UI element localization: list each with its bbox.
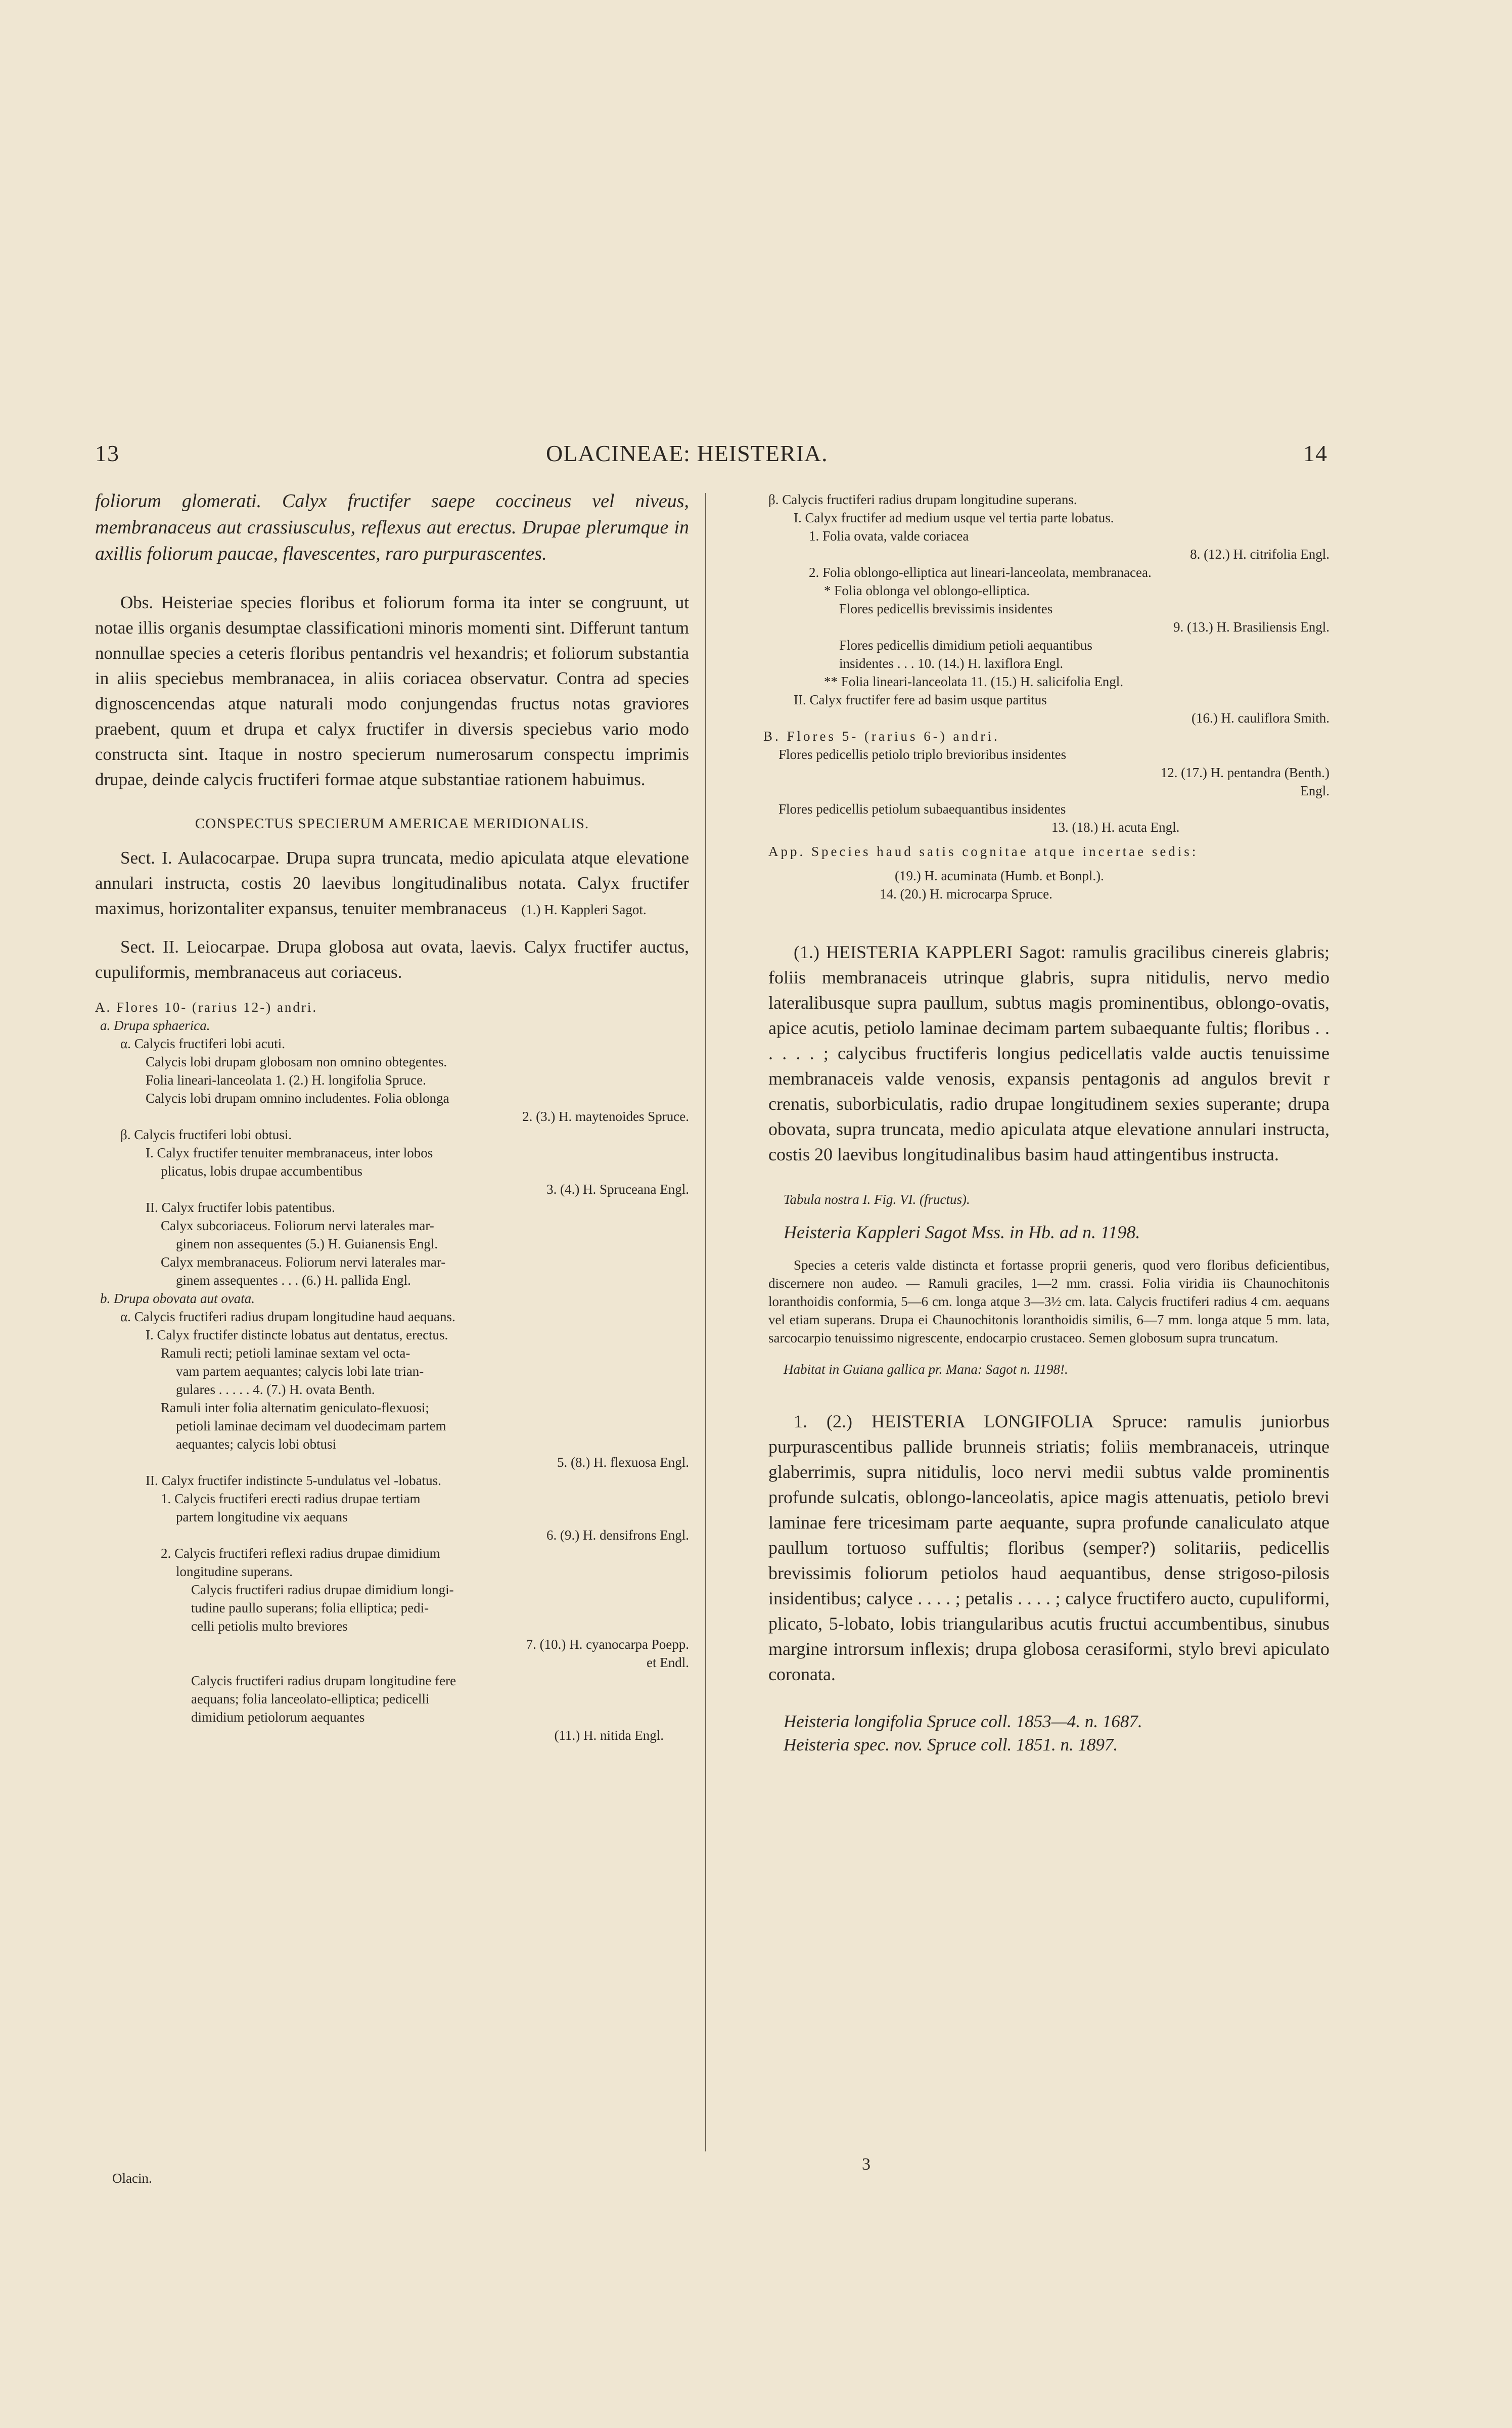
longifolia-description: 1. (2.) HEISTERIA LONGIFOLIA Spruce: ramulis juniorbus purpurascentibus pallide brunneis striatis; foliis membranaceis, utrinque glaberrimis, supra nitidulis, loco nervi medii subtus valde prominentis profunde sulcatis, oblongo-lanceolatis, apice magis attenuatis, petiolo brevi laminae fere tricesimam parte aequante, supra profunde canaliculato atque paullum tortuoso suffultis; floribus (semper?) solitariis, pedicellis brevissimis foliorum petiolos haud aequantibus, dense strigoso-pilosis insidentibus; calyce . . . . ; petalis . . . . ; calyce fructifero aucto, cupuliformi, plicato, 5-lobato, lobis triangularibus acutis fructui accumbentibus, sinubus margine introrsum inflexis; drupa globosa cerasiformi, stylo brevi apiculato coronata. <box>768 1411 1330 1684</box>
key-line: I. Calyx fructifer tenuiter membranaceus, inter lobos <box>146 1145 433 1160</box>
kappleri-habitat: Habitat in Guiana gallica pr. Mana: Sagot n. 1198!. <box>784 1362 1068 1377</box>
key-line: Flores pedicellis petiolum subaequantibus insidentes <box>778 801 1066 817</box>
key-line: Ramuli inter folia alternatim geniculato-flexuosi; <box>161 1400 429 1415</box>
right-key <box>763 490 1330 903</box>
key-line: Flores pedicellis dimidium petioli aequantibus <box>839 638 1092 653</box>
key-line: (16.) H. cauliflora Smith. <box>1192 710 1330 726</box>
key-line: partem longitudine vix aequans <box>176 1509 348 1524</box>
key-line: et Endl. <box>647 1655 689 1670</box>
key-line: ginem non assequentes (5.) H. Guianensis Engl. <box>176 1236 438 1251</box>
key-line: dimidium petiolorum aequantes <box>191 1710 365 1725</box>
key-line: II. Calyx fructifer fere ad basim usque partitus <box>794 692 1047 707</box>
key-line: Calycis fructiferi radius drupam longitudine fere <box>191 1673 456 1688</box>
key-line: β. Calycis fructiferi radius drupam longitudine superans. <box>768 492 1077 507</box>
sect1-paragraph: Sect. I. Aulacocarpae. Drupa supra truncata, medio apiculata atque elevatione annulari instructa, costis 20 laevibus longitudinalibus notata. Calyx fructifer maximus, horizontaliter expansus, tenuiter membranaceus (1.) H. Kappleri Sagot. <box>95 848 689 918</box>
key-line: plicatus, lobis drupae accumbentibus <box>161 1163 362 1179</box>
key-line: Calyx membranaceus. Foliorum nervi laterales mar- <box>161 1254 446 1270</box>
key-line: vam partem aequantes; calycis lobi late trian- <box>176 1364 424 1379</box>
key-line: II. Calyx fructifer indistincte 5-undulatus vel -lobatus. <box>146 1473 441 1488</box>
key-line: 12. (17.) H. pentandra (Benth.) <box>1160 765 1330 780</box>
key-line: I. Calyx fructifer ad medium usque vel tertia parte lobatus. <box>794 510 1114 525</box>
key-line: Calycis lobi drupam globosam non omnino obtegentes. <box>146 1054 447 1069</box>
key-line: 1. Calycis fructiferi erecti radius drupae tertiam <box>161 1491 421 1506</box>
left-key <box>95 998 689 1744</box>
key-line: b. Drupa obovata aut ovata. <box>100 1291 255 1306</box>
key-line: Flores pedicellis petiolo triplo brevioribus insidentes <box>778 747 1067 762</box>
key-line: 8. (12.) H. citrifolia Engl. <box>1190 547 1330 562</box>
key-line: α. Calycis fructiferi lobi acuti. <box>120 1036 286 1051</box>
key-line: β. Calycis fructiferi lobi obtusi. <box>120 1127 292 1142</box>
key-line: Flores pedicellis brevissimis insidentes <box>839 601 1053 616</box>
key-line: Engl. <box>1300 783 1330 798</box>
key-line: Calycis lobi drupam omnino includentes. Folia oblonga <box>146 1091 449 1106</box>
key-line: aequans; folia lanceolato-elliptica; pedicelli <box>191 1691 430 1706</box>
tabula-reference: Tabula nostra I. Fig. VI. (fructus). <box>784 1192 970 1207</box>
key-line: 1. Folia ovata, valde coriacea <box>809 528 969 544</box>
signature-mark: 3 <box>862 2155 870 2174</box>
kappleri-note: Species a ceteris valde distincta et fortasse proprii generis, quod vero floribus deficientibus, discernere non audeo. — Ramuli graciles, 1—2 mm. crassi. Folia viridia iis Chaunochitonis loranthoidis conformia, 5—6 cm. longa atque 3—3½ cm. lata. Calycis fructiferi radius 4 cm. aequans vel etiam superans. Drupa ei Chaunochitonis loranthoidis similis, 6—7 mm. longa atque 5 mm. lata, sarcocarpio tenuissimo nigrescente, endocarpio crustaceo. Semen globosum supra truncatum. <box>768 1257 1330 1345</box>
key-line: 5. (8.) H. flexuosa Engl. <box>557 1455 689 1470</box>
right-column <box>763 490 1330 1757</box>
key-line: 14. (20.) H. microcarpa Spruce. <box>880 886 1052 902</box>
kappleri-citation: Heisteria Kappleri Sagot Mss. in Hb. ad n. 1198. <box>784 1222 1140 1242</box>
key-line: longitudine superans. <box>176 1564 293 1579</box>
sect1-species: (1.) H. Kappleri Sagot. <box>521 902 647 917</box>
left-column <box>95 488 689 1744</box>
key-line: 6. (9.) H. densifrons Engl. <box>546 1527 689 1543</box>
key-line: α. Calycis fructiferi radius drupam longitudine haud aequans. <box>120 1309 455 1324</box>
key-line: gulares . . . . . 4. (7.) H. ovata Benth. <box>176 1382 375 1397</box>
key-line: A. Flores 10- (rarius 12-) andri. <box>95 1000 318 1015</box>
right-page-number: 14 <box>1303 440 1327 466</box>
left-page-number: 13 <box>95 440 119 466</box>
key-line: 3. (4.) H. Spruceana Engl. <box>546 1182 689 1197</box>
key-line: aequantes; calycis lobi obtusi <box>176 1436 337 1452</box>
key-line: I. Calyx fructifer distincte lobatus aut dentatus, erectus. <box>146 1327 448 1342</box>
intro-paragraph: foliorum glomerati. Calyx fructifer saepe coccineus vel niveus, membranaceus aut crassiusculus, reflexus aut erectus. Drupae plerumque in axillis foliorum paucae, flavescentes, raro purpurascentes. <box>95 490 689 564</box>
key-line: 2. (3.) H. maytenoides Spruce. <box>522 1109 689 1124</box>
key-line: Ramuli recti; petioli laminae sextam vel octa- <box>161 1345 410 1361</box>
key-line: Folia lineari-lanceolata 1. (2.) H. longifolia Spruce. <box>146 1072 426 1088</box>
key-line: 2. Calycis fructiferi reflexi radius drupae dimidium <box>161 1546 440 1561</box>
key-line: B. Flores 5- (rarius 6-) andri. <box>763 729 1000 744</box>
longifolia-citation-2: Heisteria spec. nov. Spruce coll. 1851. n. 1897. <box>784 1735 1118 1755</box>
kappleri-description: (1.) HEISTERIA KAPPLERI Sagot: ramulis gracilibus cinereis glabris; foliis membranaceis utrinque glabris, supra nitidulis, nervo medio lateralibusque supra paullum, subtus magis prominentibus, oblongo-ovatis, apice acutis, petiolo laminae decimam partem subaequante fultis; floribus . . . . . . ; calycibus fructiferis longius pedicellatis valde auctis tenuissime membranaceis valde venosis, expansis pentagonis ad angulos brevit r crenatis, suborbiculatis, radio drupae longitudinem sexies superante; drupa obovata, supra truncata, medio apiculata atque elevatione annulari instructa, costis 20 laevibus longitudinalibus basim haud attingentibus instructa. <box>768 942 1330 1164</box>
key-line: tudine paullo superans; folia elliptica; pedi- <box>191 1600 429 1615</box>
key-line: 13. (18.) H. acuta Engl. <box>1051 820 1180 835</box>
key-line: a. Drupa sphaerica. <box>100 1018 210 1033</box>
column-rule <box>705 493 706 2151</box>
footer-signature: Olacin. <box>112 2171 152 2186</box>
sect2-paragraph: Sect. II. Leiocarpae. Drupa globosa aut ovata, laevis. Calyx fructifer auctus, cupuliformis, membranaceus aut coriaceus. <box>95 937 689 982</box>
key-line: (11.) H. nitida Engl. <box>554 1728 664 1743</box>
key-line: ** Folia lineari-lanceolata 11. (15.) H. salicifolia Engl. <box>824 674 1124 689</box>
key-line: * Folia oblonga vel oblongo-elliptica. <box>824 583 1030 598</box>
key-line: (19.) H. acuminata (Humb. et Bonpl.). <box>895 868 1104 883</box>
key-line: celli petiolis multo breviores <box>191 1618 348 1634</box>
key-line: 9. (13.) H. Brasiliensis Engl. <box>1173 619 1330 635</box>
key-line: ginem assequentes . . . (6.) H. pallida Engl. <box>176 1273 411 1288</box>
key-line: petioli laminae decimam vel duodecimam partem <box>176 1418 446 1433</box>
longifolia-citation-1: Heisteria longifolia Spruce coll. 1853—4. n. 1687. <box>784 1712 1142 1731</box>
running-title: OLACINEAE: HEISTERIA. <box>546 440 828 466</box>
key-line: App. Species haud satis cognitae atque incertae sedis: <box>768 844 1199 859</box>
key-line: insidentes . . . 10. (14.) H. laxiflora Engl. <box>839 656 1064 671</box>
obs-paragraph: Obs. Heisteriae species floribus et foliorum forma ita inter se congruunt, ut notae illis organis desumptae classificationi minoris momenti sint. Differunt tantum nonnullae species a ceteris floribus pentandris vel hexandris; et foliorum substantia in aliis speciebus membranacea, in aliis coriacea observatur. Contra ad species dignoscencendas atque naturali modo conjungendas fructus notas graviores praebent, quum et drupa et calyx fructifer in diversis speciebus vario modo constructa sint. Itaque in nostro specierum numerosarum conspectu imprimis drupae, deinde calycis fructiferi formae atque substantiae rationem habuimus. <box>95 593 689 789</box>
conspectus-heading: CONSPECTUS SPECIERUM AMERICAE MERIDIONALIS. <box>195 816 589 832</box>
key-line: II. Calyx fructifer lobis patentibus. <box>146 1200 335 1215</box>
key-line: Calycis fructiferi radius drupae dimidium longi- <box>191 1582 454 1597</box>
key-line: Calyx subcoriaceus. Foliorum nervi laterales mar- <box>161 1218 434 1233</box>
key-line: 2. Folia oblongo-elliptica aut lineari-lanceolata, membranacea. <box>809 565 1152 580</box>
key-line: 7. (10.) H. cyanocarpa Poepp. <box>526 1637 689 1652</box>
